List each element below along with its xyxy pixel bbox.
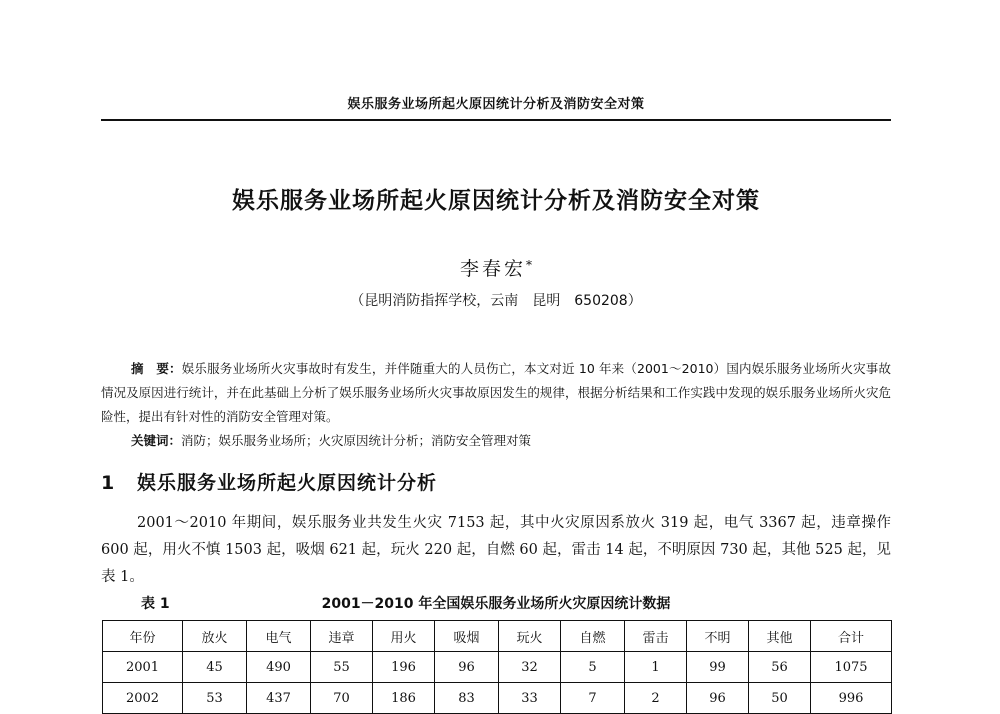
column-header: 电气 [247, 621, 311, 652]
table-label: 表 1 [141, 596, 170, 612]
table-cell: 2 [625, 683, 687, 714]
section-title: 娱乐服务业场所起火原因统计分析 [137, 472, 438, 494]
header-rule [101, 119, 891, 121]
column-header: 雷击 [625, 621, 687, 652]
table-cell: 32 [499, 652, 561, 683]
table-cell: 70 [311, 683, 373, 714]
table-caption [101, 593, 891, 613]
keywords-label: 关键词： [131, 433, 182, 448]
table-header-row [103, 621, 892, 652]
table-cell: 33 [499, 683, 561, 714]
column-header: 自燃 [561, 621, 625, 652]
table-cell: 96 [687, 683, 749, 714]
column-header: 不明 [687, 621, 749, 652]
author-footnote-mark: * [526, 258, 532, 272]
table-cell: 56 [749, 652, 811, 683]
column-header: 违章 [311, 621, 373, 652]
running-header: 娱乐服务业场所起火原因统计分析及消防安全对策 [347, 97, 645, 112]
author-name: 李春宏 [459, 258, 526, 280]
table-cell: 1 [625, 652, 687, 683]
column-header: 合计 [811, 621, 892, 652]
fire-cause-table [102, 620, 892, 714]
keywords [101, 429, 891, 453]
table-cell: 1075 [811, 652, 892, 683]
author-line [101, 254, 891, 281]
table-cell: 996 [811, 683, 892, 714]
abstract-text: 娱乐服务业场所火灾事故时有发生，并伴随重大的人员伤亡，本文对近 10 年来（2001～2010）国内娱乐服务业场所火灾事故情况及原因进行统计，并在此基础上分析了娱乐服务业场所火灾事故原因发生的规律，根据分析结果和工作实践中发现的娱乐服务业场所火灾危险性，提出有针对性的消防安全管理对策。 [101, 361, 891, 424]
column-header: 用火 [373, 621, 435, 652]
column-header: 玩火 [499, 621, 561, 652]
table-cell: 50 [749, 683, 811, 714]
table-cell: 490 [247, 652, 311, 683]
table-cell: 55 [311, 652, 373, 683]
body-paragraph: 2001～2010 年期间，娱乐服务业共发生火灾 7153 起，其中火灾原因系放火 319 起，电气 3367 起，违章操作 600 起，用火不慎 1503 起，吸烟 621 起，玩火 220 起，自燃 60 起，雷击 14 起，不明原因 730 起，其他 525 起，见表 1。 [101, 515, 891, 585]
table-cell: 99 [687, 652, 749, 683]
column-header: 放火 [183, 621, 247, 652]
table-cell: 2002 [103, 683, 183, 714]
keywords-text: 消防；娱乐服务业场所；火灾原因统计分析；消防安全管理对策 [181, 433, 532, 448]
table-row [103, 683, 892, 714]
abstract-label: 摘 要： [131, 361, 182, 376]
table-cell: 437 [247, 683, 311, 714]
table-caption-text: 2001－2010 年全国娱乐服务业场所火灾原因统计数据 [321, 596, 671, 612]
table-row [103, 652, 892, 683]
table-cell: 53 [183, 683, 247, 714]
column-header: 吸烟 [435, 621, 499, 652]
table-cell: 96 [435, 652, 499, 683]
column-header: 其他 [749, 621, 811, 652]
section-number: 1 [101, 472, 116, 494]
table-cell: 5 [561, 652, 625, 683]
section-heading [101, 468, 891, 495]
table-cell: 196 [373, 652, 435, 683]
paper-title: 娱乐服务业场所起火原因统计分析及消防安全对策 [232, 188, 760, 214]
table-cell: 2001 [103, 652, 183, 683]
table-cell: 45 [183, 652, 247, 683]
table-cell: 186 [373, 683, 435, 714]
affiliation: （昆明消防指挥学校，云南 昆明 650208） [350, 293, 642, 309]
table-cell: 7 [561, 683, 625, 714]
column-header: 年份 [103, 621, 183, 652]
abstract [101, 357, 891, 429]
table-cell: 83 [435, 683, 499, 714]
